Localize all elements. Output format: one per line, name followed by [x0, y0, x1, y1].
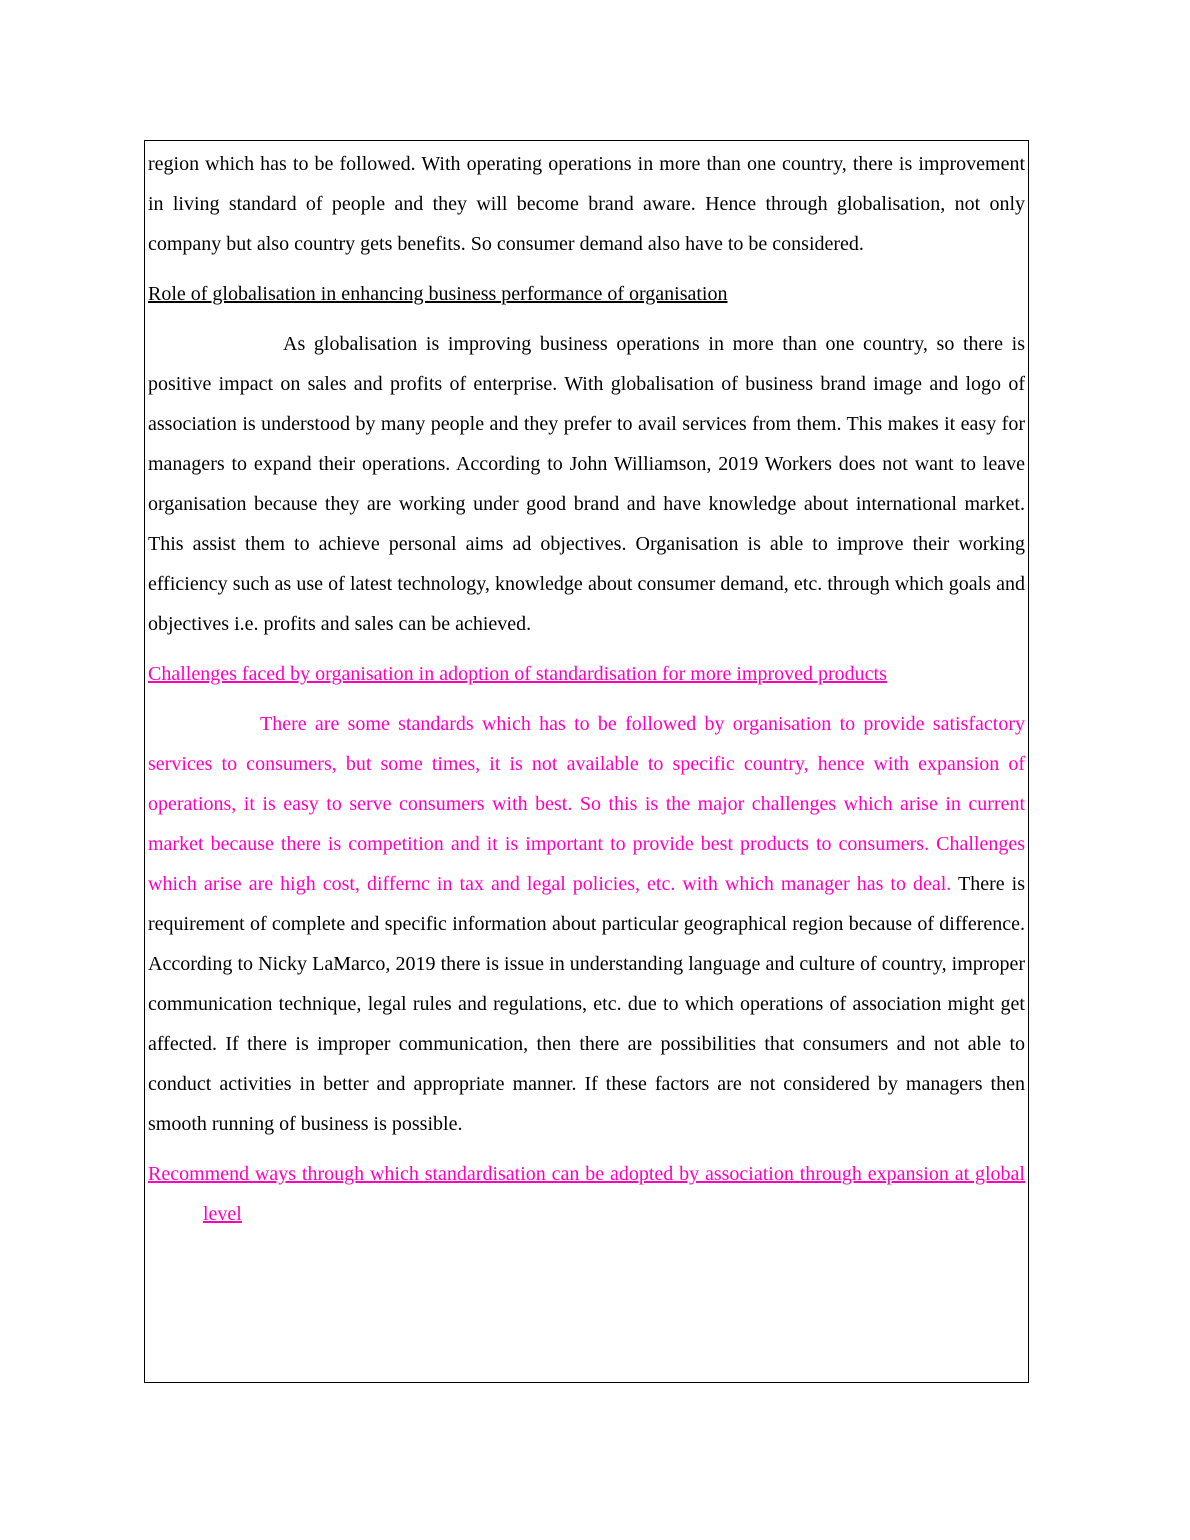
heading-recommend-ways: Recommend ways through which standardisation can be adopted by association through expansion at global level	[148, 1163, 1025, 1225]
highlighted-text-segment: There are some standards which has to be followed by organisation to provide satisfactory services to consumers, but some times, it is not available to specific country, hence with expansion of operations, it is easy to serve consumers with best. So this is the major challenges which arise in current market because there is competition and it is important to provide best products to consumers. Challenges which arise are high cost, differnc in tax and legal policies, etc. with which manager has to deal.	[148, 713, 1025, 895]
paragraph-challenges	[148, 704, 1025, 1144]
heading-role-of-globalisation: Role of globalisation in enhancing business performance of organisation	[148, 283, 728, 305]
plain-text-segment: There is requirement of complete and specific information about particular geographical region because of difference. According to Nicky LaMarco, 2019 there is issue in understanding language and culture of country, improper communication technique, legal rules and regulations, etc. due to which operations of association might get affected. If there is improper communication, then there are possibilities that consumers and not able to conduct activities in better and appropriate manner. If these factors are not considered by managers then smooth running of business is possible.	[148, 873, 1025, 1135]
paragraph-continuation: region which has to be followed. With operating operations in more than one country, there is improvement in living standard of people and they will become brand aware. Hence through globalisation, not only company but also country gets benefits. So consumer demand also have to be considered.	[148, 153, 1025, 255]
heading-challenges-standardisation: Challenges faced by organisation in adoption of standardisation for more improved products	[148, 663, 887, 685]
text-frame	[144, 140, 1029, 1383]
paragraph-globalisation-performance: As globalisation is improving business operations in more than one country, so there is positive impact on sales and profits of enterprise. With globalisation of business brand image and logo of association is understood by many people and they prefer to avail services from them. This makes it easy for managers to expand their operations. According to John Williamson, 2019 Workers does not want to leave organisation because they are working under good brand and have knowledge about international market. This assist them to achieve personal aims ad objectives. Organisation is able to improve their working efficiency such as use of latest technology, knowledge about consumer demand, etc. through which goals and objectives i.e. profits and sales can be achieved.	[148, 333, 1025, 635]
